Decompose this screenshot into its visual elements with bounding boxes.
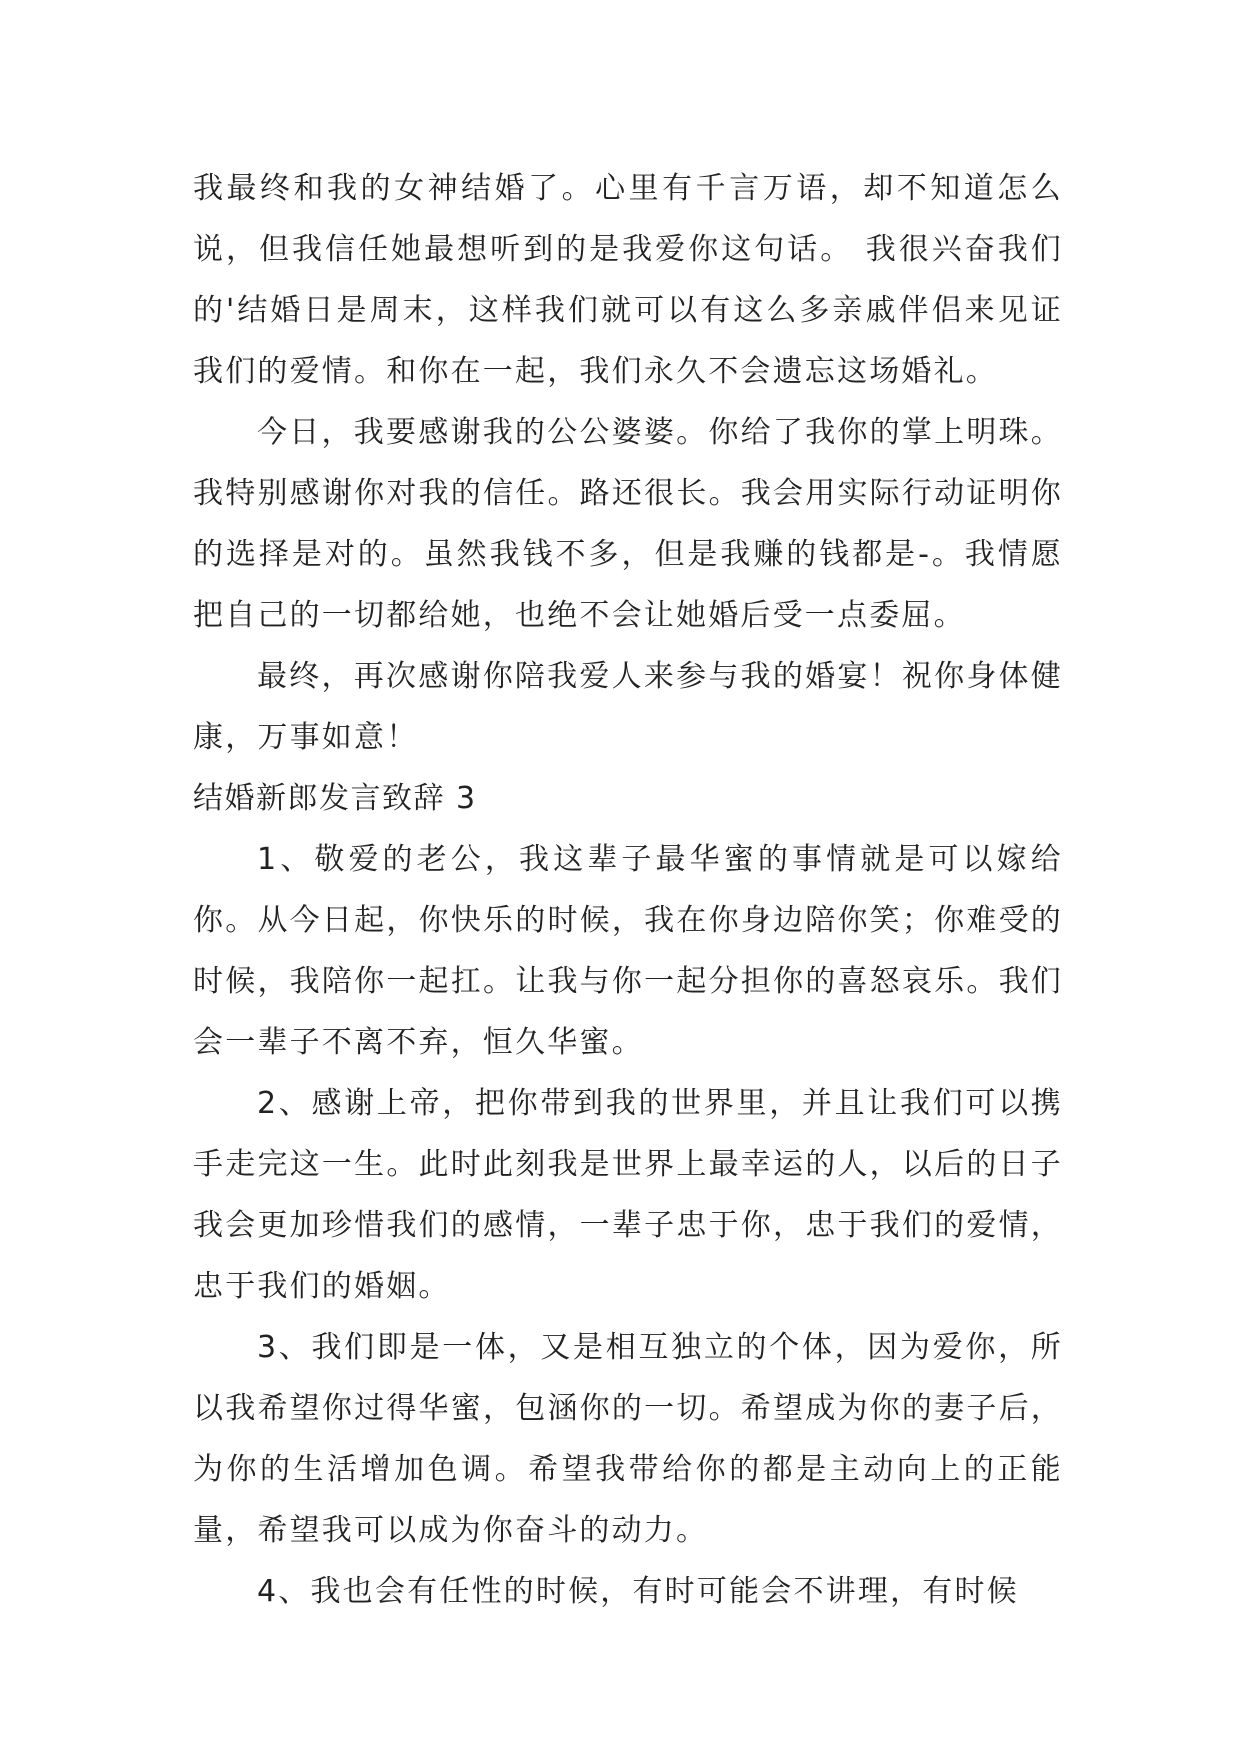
- document-body: [193, 158, 1063, 1622]
- paragraph-thanks-parents-in-law: 今日，我要感谢我的公公婆婆。你给了我你的掌上明珠。我特别感谢你对我的信任。路还很长。我会用实际行动证明你的选择是对的。虽然我钱不多，但是我赚的钱都是-。我情愿把自己的一切都给她，也绝不会让她婚后受一点委屈。: [193, 415, 1063, 633]
- section-heading: 结婚新郎发言致辞 3: [193, 781, 477, 816]
- paragraph-item-3: 3、我们即是一体，又是相互独立的个体，因为爱你，所以我希望你过得华蜜，包涵你的一切。希望成为你的妻子后，为你的生活增加色调。希望我带给你的都是主动向上的正能量，希望我可以成为你奋斗的动力。: [193, 1330, 1063, 1548]
- paragraph-item-2: 2、感谢上帝，把你带到我的世界里，并且让我们可以携手走完这一生。此时此刻我是世界上最幸运的人，以后的日子我会更加珍惜我们的感情，一辈子忠于你，忠于我们的爱情，忠于我们的婚姻。: [193, 1086, 1063, 1304]
- paragraph-item-4: 4、我也会有任性的时候，有时可能会不讲理，有时候: [257, 1574, 1019, 1609]
- paragraph-wedding-day: 我最终和我的女神结婚了。心里有千言万语，却不知道怎么说，但我信任她最想听到的是我爱你这句话。 我很兴奋我们的'结婚日是周末，这样我们就可以有这么多亲戚伴侣来见证我们的爱情。和你在一起，我们永久不会遗忘这场婚礼。: [193, 171, 1063, 389]
- paragraph-closing-thanks: 最终，再次感谢你陪我爱人来参与我的婚宴！祝你身体健康，万事如意！: [193, 659, 1063, 755]
- paragraph-item-1: 1、敬爱的老公，我这辈子最华蜜的事情就是可以嫁给你。从今日起，你快乐的时候，我在你身边陪你笑；你难受的时候，我陪你一起扛。让我与你一起分担你的喜怒哀乐。我们会一辈子不离不弃，恒久华蜜。: [193, 842, 1063, 1060]
